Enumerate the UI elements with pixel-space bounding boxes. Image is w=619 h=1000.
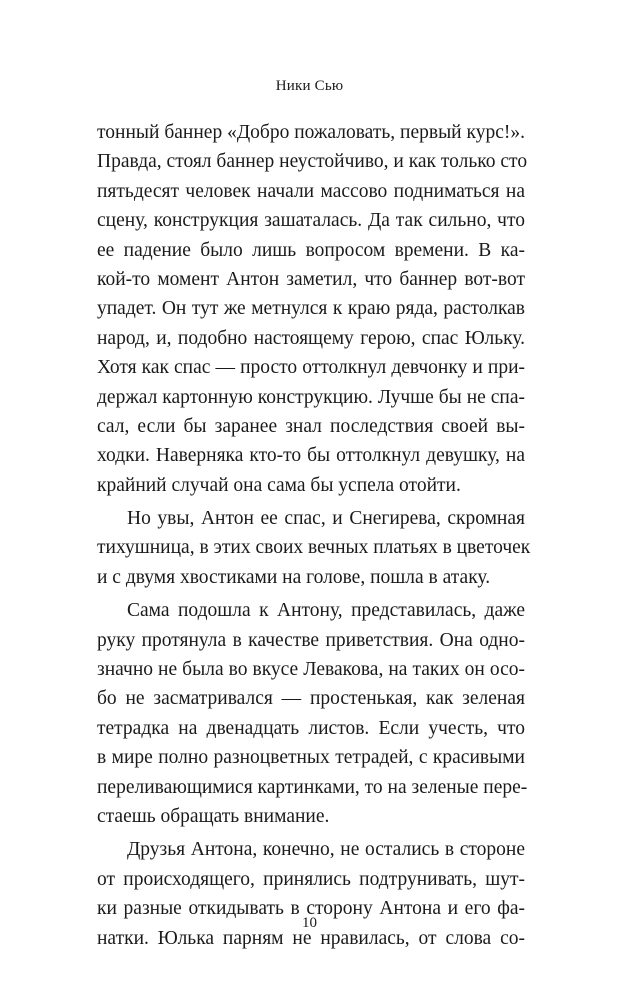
text-line: тетрадка на двенадцать листов. Если учесть, что: [97, 717, 525, 739]
text-line: Друзья Антона, конечно, не остались в стороне: [127, 839, 525, 861]
text-line: стаешь обращать внимание.: [97, 805, 330, 827]
text-line: значно не была во вкусе Левакова, на таких он осо-: [97, 659, 525, 681]
body-text: [97, 118, 531, 953]
text-line: тихушница, в этих своих вечных платьях в цветочек: [97, 537, 531, 559]
text-line: от происходящего, принялись подтрунивать, шут-: [97, 868, 525, 890]
text-line: упадет. Он тут же метнулся к краю ряда, растолкав: [97, 298, 525, 320]
text-line: в мире полно разноцветных тетрадей, с красивыми: [97, 747, 525, 769]
text-line: крайний случай она сама бы успела отойти.: [97, 474, 461, 496]
text-line: народ, и, подобно настоящему герою, спас Юльку.: [97, 327, 525, 349]
text-line: Правда, стоял баннер неустойчиво, и как только сто: [97, 151, 528, 173]
text-line: руку протянула в качестве приветствия. Она одно-: [97, 629, 525, 651]
page-number: 10: [302, 915, 317, 931]
running-head: Ники Сью: [275, 78, 344, 94]
text-line: натки. Юлька парням не нравилась, от слова со-: [97, 927, 525, 949]
text-line: ее падение было лишь вопросом времени. В ка-: [97, 239, 525, 261]
text-line: Сама подошла к Антону, представилась, даже: [127, 600, 525, 622]
text-line: держал картонную конструкцию. Лучше бы не спа-: [97, 386, 525, 408]
text-line: ки разные откидывать в сторону Антона и его фа-: [97, 898, 525, 920]
text-line: кой-то момент Антон заметил, что баннер вот-вот: [97, 268, 525, 290]
text-line: сал, если бы заранее знал последствия своей вы-: [97, 415, 525, 437]
text-line: бо не засматривался — простенькая, как зеленая: [97, 688, 525, 710]
text-line: Но увы, Антон ее спас, и Снегирева, скромная: [127, 508, 525, 530]
text-line: сцену, конструкция зашаталась. Да так сильно, что: [97, 210, 525, 232]
text-line: Хотя как спас — просто оттолкнул девчонку и при-: [97, 357, 525, 379]
text-line: тонный баннер «Добро пожаловать, первый курс!».: [97, 122, 525, 143]
text-line: и с двумя хвостиками на голове, пошла в атаку.: [97, 566, 491, 588]
text-line: переливающимися картинками, то на зеленые пере-: [97, 776, 528, 798]
text-line: пятьдесят человек начали массово подниматься на: [97, 180, 525, 202]
text-line: ходки. Наверняка кто-то бы оттолкнул девушку, на: [97, 445, 525, 467]
